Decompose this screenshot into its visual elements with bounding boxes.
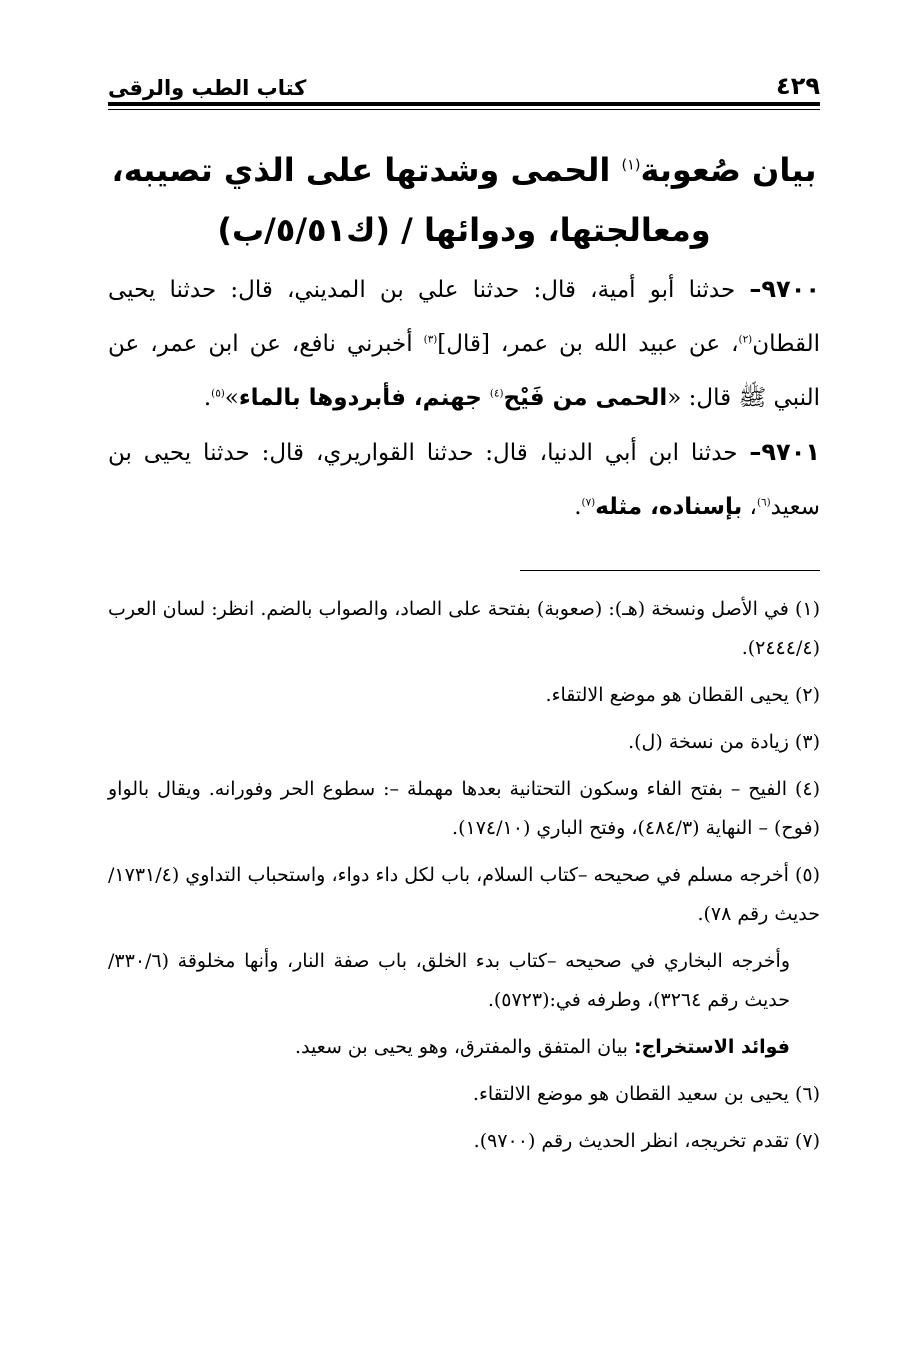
hadith-9700 — [108, 262, 820, 425]
footnote-2: (٢) يحيى القطان هو موضع الالتقاء. — [545, 684, 820, 706]
header-rule-thick — [108, 102, 820, 106]
hadith-text: . — [203, 385, 212, 411]
running-title: كتاب الطب والرقى — [108, 76, 307, 100]
chapter-title-part: الحمى وشدتها على الذي تصيبه، — [111, 151, 622, 189]
footnote-ref: (٦) — [756, 496, 771, 509]
page-number: ٤٢٩ — [776, 72, 820, 100]
header-rule-thin — [108, 109, 820, 110]
footnotes — [108, 590, 820, 1169]
istikhraj-label: فوائد الاستخراج: — [633, 1036, 790, 1058]
hadith-9701 — [108, 425, 820, 534]
footnote-7: (٧) تقدم تخريجه، انظر الحديث رقم (٩٧٠٠). — [473, 1130, 820, 1152]
istikhraj-text: بيان المتفق والمفترق، وهو يحيى بن سعيد. — [295, 1036, 634, 1058]
chapter-title-line-1 — [108, 140, 820, 200]
page-header — [108, 66, 820, 100]
main-text — [108, 262, 820, 534]
footnote-1: (١) في الأصل ونسخة (هـ): (صعوبة) بفتحة على الصاد، والصواب بالضم. انظر: لسان العرب (٢٤٤٤/٤). — [108, 598, 820, 659]
footnote-5: (٥) أخرجه مسلم في صحيحه –كتاب السلام، باب لكل داء دواء، واستحباب التداوي (١٧٣١/٤/حديث رقم ٧٨). — [108, 864, 820, 925]
istikhraj-note — [108, 1028, 820, 1067]
chapter-title-line-2: ومعالجتها، ودوائها / (ك٥/٥١/ب) — [217, 211, 711, 249]
footnote-6: (٦) يحيى بن سعيد القطان هو موضع الالتقاء. — [472, 1083, 820, 1105]
footnote-ref: (٢) — [738, 333, 753, 346]
footnote-ref: (٤) — [489, 387, 504, 400]
chapter-title — [108, 140, 820, 260]
hadith-number: ٩٧٠١– — [749, 438, 820, 466]
hadith-quote: جهنم، فأبردوها بالماء — [238, 385, 490, 411]
hadith-text: ، عن عبيد الله بن عمر، [قال] — [437, 331, 739, 357]
hadith-text: حدثنا أبو أمية، قال: حدثنا علي بن المديني، قال: حدثنا يحيى القطان — [108, 277, 820, 357]
footnote-ref: (٣) — [423, 333, 438, 346]
hadith-text: أخبرني نافع، عن ابن عمر، عن النبي ﷺ قال: « — [108, 331, 820, 411]
chapter-title-part: بيان صُعوبة — [640, 151, 817, 189]
footnote-ref: (٥) — [211, 387, 225, 400]
footnote-ref: (٧) — [581, 496, 596, 509]
footnote-ref: (١) — [621, 157, 641, 174]
hadith-quote: الحمى من فَيْح — [503, 385, 668, 411]
footnote-3: (٣) زيادة من نسخة (ل). — [628, 731, 820, 753]
footnote-5-continued: وأخرجه البخاري في صحيحه –كتاب بدء الخلق، باب صفة النار، وأنها مخلوقة (٣٣٠/٦/حديث رقم ٣٢٦٤)، وطرفه في:(٥٧٢٣). — [108, 950, 790, 1011]
hadith-text: حدثنا ابن أبي الدنيا، قال: حدثنا القواريري، قال: حدثنا يحيى بن سعيد — [108, 440, 820, 520]
footnote-separator — [520, 570, 820, 571]
hadith-text: ، — [742, 494, 757, 520]
hadith-number: ٩٧٠٠– — [749, 275, 820, 303]
hadith-quote: بإسناده، مثله — [595, 494, 743, 520]
hadith-text: . — [574, 494, 582, 520]
hadith-text: » — [224, 385, 239, 411]
footnote-4: (٤) الفيح – بفتح الفاء وسكون التحتانية بعدها مهملة –: سطوع الحر وفورانه. ويقال بالواو (فوح) – النهاية (٤٨٤/٣)، وفتح الباري (١٧٤/١٠). — [108, 778, 820, 839]
